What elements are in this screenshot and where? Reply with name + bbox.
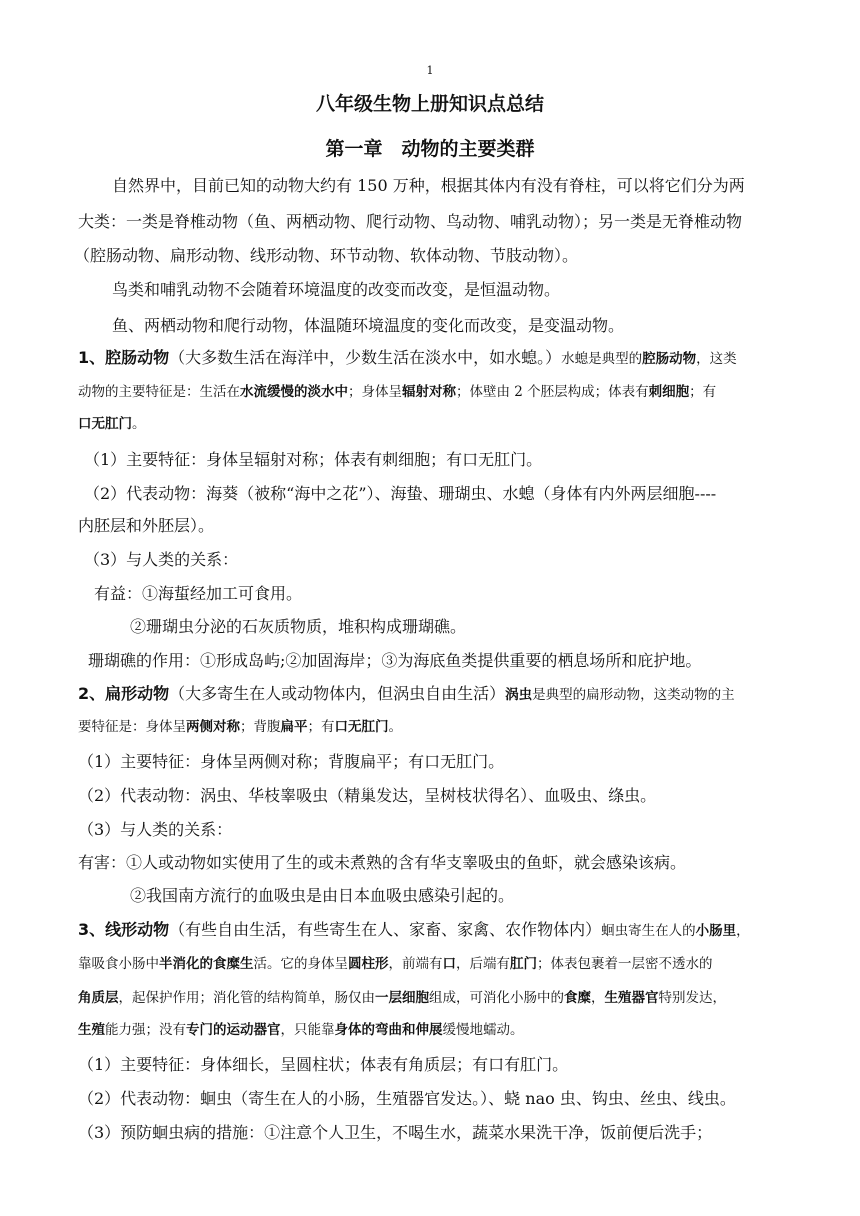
text-run: ，	[591, 990, 605, 1006]
section-1-point-5: ②珊瑚虫分泌的石灰质物质，堆积构成珊瑚礁。	[130, 617, 467, 636]
text-run-bold: 涡虫	[505, 687, 533, 703]
intro-line-2: 大类：一类是脊椎动物（鱼、两栖动物、爬行动物、鸟动物、哺乳动物）；另一类是无脊椎动物	[78, 212, 743, 231]
section-1-point-2b: 内胚层和外胚层）。	[78, 516, 215, 535]
section-3-point-1: （1）主要特征：身体细长，呈圆柱状；体表有角质层；有口有肛门。	[78, 1055, 569, 1074]
text-run-bold: 生殖器官	[604, 990, 659, 1006]
text-run: ；有	[689, 384, 717, 400]
intro-line-3: （腔肠动物、扁形动物、线形动物、环节动物、软体动物、节肢动物）。	[74, 246, 579, 265]
section-1-desc-line-2	[78, 382, 798, 402]
text-run-bold: 圆柱形	[348, 956, 389, 972]
text-run: 。	[132, 416, 146, 432]
text-run-bold: 刺细胞	[648, 384, 690, 400]
section-1-point-6: 珊瑚礁的作用：①形成岛屿;②加固海岸；③为海底鱼类提供重要的栖息场所和庇护地。	[88, 651, 702, 670]
section-2-heading: 2、扁形动物	[78, 684, 170, 703]
section-1-heading-note: （大多数生活在海洋中，少数生活在淡水中，如水螅。）	[169, 348, 562, 367]
text-run-bold: 专门的运动器官	[186, 1022, 281, 1038]
text-run: ，后端有	[456, 956, 510, 972]
section-3-heading-line	[78, 920, 798, 941]
text-run: 特别发达，	[658, 990, 726, 1006]
text-run-bold: 辐射对称	[402, 384, 456, 400]
section-1-heading: 1、腔肠动物	[78, 348, 170, 367]
text-run-bold: 两侧对称	[186, 719, 240, 735]
section-1-desc-line-3	[78, 414, 798, 434]
section-3-desc-line-2	[78, 954, 798, 974]
text-run: 组成，可消化小肠中的	[429, 990, 564, 1006]
text-run: ；体表包裹着一层密不透水的	[537, 956, 713, 972]
text-run-bold: 口无肛门	[78, 416, 132, 432]
section-2-point-4: 有害：①人或动物如实使用了生的或未煮熟的含有华支睾吸虫的鱼虾，就会感染该病。	[78, 853, 687, 872]
section-2-point-1: （1）主要特征：身体呈两侧对称；背腹扁平；有口无肛门。	[78, 752, 505, 771]
chapter-heading: 第一章 动物的主要类群	[325, 138, 535, 160]
text-run-bold: 肛门	[510, 956, 537, 972]
text-run: 动物的主要特征是：生活在	[78, 384, 240, 400]
text-run: ；背腹	[240, 719, 281, 735]
text-run-bold: 身体的弯曲和伸展	[334, 1022, 443, 1038]
section-3-point-3: （3）预防蛔虫病的措施：①注意个人卫生，不喝生水，蔬菜水果洗干净，饭前便后洗手；	[78, 1123, 713, 1142]
section-1-point-4: 有益：①海蜇经加工可食用。	[94, 584, 303, 603]
text-run: ；有	[307, 719, 335, 735]
section-2-point-5: ②我国南方流行的血吸虫是由日本血吸虫感染引起的。	[130, 886, 515, 905]
text-run: 要特征是：身体呈	[78, 719, 186, 735]
text-run-bold: 半消化的食糜生	[159, 956, 254, 972]
document-title: 八年级生物上册知识点总结	[315, 93, 544, 115]
text-run-bold: 一层细胞	[375, 990, 429, 1006]
text-run: 。	[388, 719, 402, 735]
text-run-bold: 口无肛门	[334, 719, 389, 735]
text-run-bold: 口	[442, 956, 456, 972]
section-3-desc-line-4	[78, 1020, 798, 1040]
text-run: 蛔虫寄生在人的	[601, 923, 696, 939]
section-1-point-1: （1）主要特征：身体呈辐射对称；体表有刺细胞；有口无肛门。	[84, 450, 543, 469]
page-number: 1	[426, 64, 434, 77]
text-run-bold: 小肠里	[695, 923, 737, 939]
intro-line-1: 自然界中，目前已知的动物大约有 150 万种，根据其体内有没有脊柱，可以将它们分为两	[112, 176, 745, 195]
text-run-bold: 水流缓慢的淡水中	[240, 384, 348, 400]
text-run: ；体壁由 2 个胚层构成；体表有	[456, 384, 649, 400]
section-3-heading-note: （有些自由生活，有些寄生在人、家畜、家禽、农作物体内）	[169, 920, 602, 939]
section-2-point-3: （3）与人类的关系：	[78, 820, 233, 839]
section-1-desc: ，这类	[696, 351, 737, 367]
section-1-desc: 水螅是典型的	[561, 351, 643, 367]
text-run: 缓慢地蠕动。	[442, 1022, 524, 1038]
section-2-heading-note: （大多寄生在人或动物体内，但涡虫自由生活）	[169, 684, 506, 703]
section-2-point-2: （2）代表动物：涡虫、华枝睾吸虫（精巢发达，呈树枝状得名）、血吸虫、绦虫。	[78, 786, 657, 805]
section-2-heading-line	[78, 684, 798, 705]
text-run-bold: 扁平	[280, 719, 308, 735]
text-run: 活。它的身体呈	[253, 956, 348, 972]
text-run-bold: 角质层	[78, 990, 119, 1006]
intro-line-4: 鸟类和哺乳动物不会随着环境温度的改变而改变，是恒温动物。	[112, 280, 561, 299]
text-run: ，	[736, 923, 750, 939]
text-run: 能力强；没有	[105, 1022, 186, 1038]
section-3-point-2: （2）代表动物：蛔虫（寄生在人的小肠，生殖器官发达。）、蛲 nao 虫、钩虫、丝虫、线虫。	[78, 1089, 736, 1108]
intro-line-5: 鱼、两栖动物和爬行动物，体温随环境温度的变化而改变，是变温动物。	[112, 316, 625, 335]
section-2-desc-line-2	[78, 717, 798, 737]
section-1-desc-bold: 腔肠动物	[642, 351, 697, 367]
text-run-bold: 生殖	[78, 1022, 105, 1038]
section-3-desc-line-3	[78, 988, 798, 1008]
text-run: ，起保护作用；消化管的结构简单，肠仅由	[118, 990, 375, 1006]
section-1-point-3: （3）与人类的关系：	[84, 550, 239, 569]
section-1-heading-line	[78, 348, 798, 369]
text-run: ，只能靠	[280, 1022, 335, 1038]
text-run: ；身体呈	[348, 384, 402, 400]
section-3-heading: 3、线形动物	[78, 920, 170, 939]
text-run: 是典型的扁形动物，这类动物的主	[532, 687, 735, 703]
text-run-bold: 食糜	[564, 990, 591, 1006]
text-run: 靠吸食小肠中	[78, 956, 159, 972]
section-1-point-2a: （2）代表动物：海葵（被称“海中之花”）、海蛰、珊瑚虫、水螅（身体有内外两层细胞----	[84, 484, 717, 503]
text-run: ，前端有	[388, 956, 443, 972]
